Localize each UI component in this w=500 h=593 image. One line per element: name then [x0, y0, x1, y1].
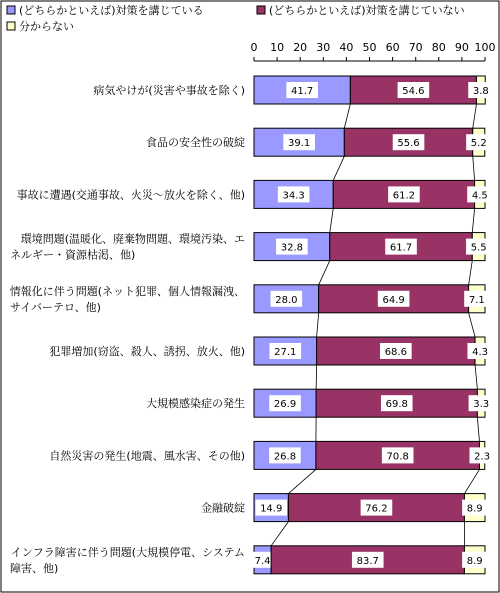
data-label-6-series-2: 68.6 [384, 347, 407, 358]
legend-label-2: (どちらかといえば)対策を講じていない [269, 4, 465, 17]
category-label-9: 金融破綻 [201, 501, 245, 515]
data-label-1-series-1: 41.7 [291, 86, 314, 97]
data-label-5-series-2: 64.9 [382, 294, 405, 306]
data-label-2-series-1: 39.1 [288, 138, 311, 150]
category-label-5-line-1: 情報化に伴う問題(ネット犯罪、個人情報漏洩、 [9, 284, 245, 298]
data-label-2-series-2: 55.6 [397, 138, 420, 150]
data-label-6-series-3: 4.3 [472, 347, 488, 358]
legend-label-3: 分からない [19, 20, 74, 33]
data-label-5-series-3: 7.1 [468, 294, 485, 306]
data-label-8-series-2: 70.8 [386, 451, 409, 463]
legend-swatch-3 [7, 22, 15, 30]
category-label-3: 事故に遭遇(交通事故、火災～放火を除く、他) [16, 188, 245, 202]
x-tick-label-0: 0 [250, 41, 258, 54]
legend-swatch-2 [257, 6, 265, 14]
category-label-8: 自然災害の発生(地震、風水害、その他) [49, 449, 245, 463]
data-label-3-series-1: 34.3 [282, 190, 305, 202]
data-label-2-series-3: 5.2 [470, 138, 487, 150]
data-label-10-series-3: 8.9 [466, 555, 483, 567]
data-label-9-series-3: 8.9 [466, 503, 483, 515]
data-label-7-series-2: 69.8 [385, 399, 408, 411]
data-label-3-series-2: 61.2 [392, 190, 416, 202]
category-label-4-line-2: ネルギー・資源枯渇、他) [10, 248, 136, 262]
category-label-2: 食品の安全性の破綻 [146, 136, 245, 150]
x-tick-label-1: 10 [270, 41, 285, 54]
category-label-10-line-1: インフラ障害に伴う問題(大規模停電、システム [10, 545, 245, 559]
data-label-7-series-3: 3.3 [473, 399, 490, 411]
x-tick-label-2: 20 [293, 41, 308, 54]
data-label-4-series-2: 61.7 [389, 242, 413, 254]
x-tick-label-10: 100 [474, 41, 496, 54]
category-label-6: 犯罪増加(窃盗、殺人、誘拐、放火、他) [49, 345, 245, 358]
data-label-10-series-2: 83.7 [356, 555, 379, 567]
x-tick-label-9: 90 [454, 41, 469, 54]
x-tick-label-6: 60 [385, 41, 400, 54]
data-label-9-series-1: 14.9 [260, 503, 283, 515]
x-tick-label-8: 80 [431, 41, 446, 54]
legend-swatch-1 [7, 6, 15, 14]
data-label-4-series-1: 32.8 [280, 242, 304, 254]
category-label-7: 大規模感染症の発生 [146, 397, 245, 411]
data-label-10-series-1: 7.4 [254, 555, 271, 567]
data-label-8-series-1: 26.8 [273, 451, 297, 463]
category-label-10-line-2: 障害、他) [10, 561, 59, 575]
data-label-8-series-3: 2.3 [474, 451, 491, 463]
category-label-4-line-1: 環境問題(温暖化、廃棄物問題、環境汚染、エ [20, 232, 245, 246]
data-label-7-series-1: 26.9 [273, 399, 297, 411]
x-tick-label-5: 50 [362, 41, 377, 54]
data-label-6-series-1: 27.1 [274, 347, 297, 358]
data-label-1-series-3: 3.8 [472, 86, 489, 97]
data-label-5-series-1: 28.0 [275, 294, 298, 306]
data-label-9-series-2: 76.2 [365, 503, 388, 515]
category-label-1: 病気やけが(災害や事故を除く) [93, 84, 245, 97]
data-label-1-series-2: 54.6 [402, 86, 425, 97]
data-label-3-series-3: 4.5 [471, 190, 488, 202]
data-label-4-series-3: 5.5 [470, 242, 487, 254]
category-label-5-line-2: サイバーテロ、他) [10, 300, 101, 314]
legend-label-1: (どちらかといえば)対策を講じている [19, 4, 204, 17]
x-tick-label-3: 30 [316, 41, 331, 54]
x-tick-label-7: 70 [408, 41, 423, 54]
x-tick-label-4: 40 [339, 41, 354, 54]
